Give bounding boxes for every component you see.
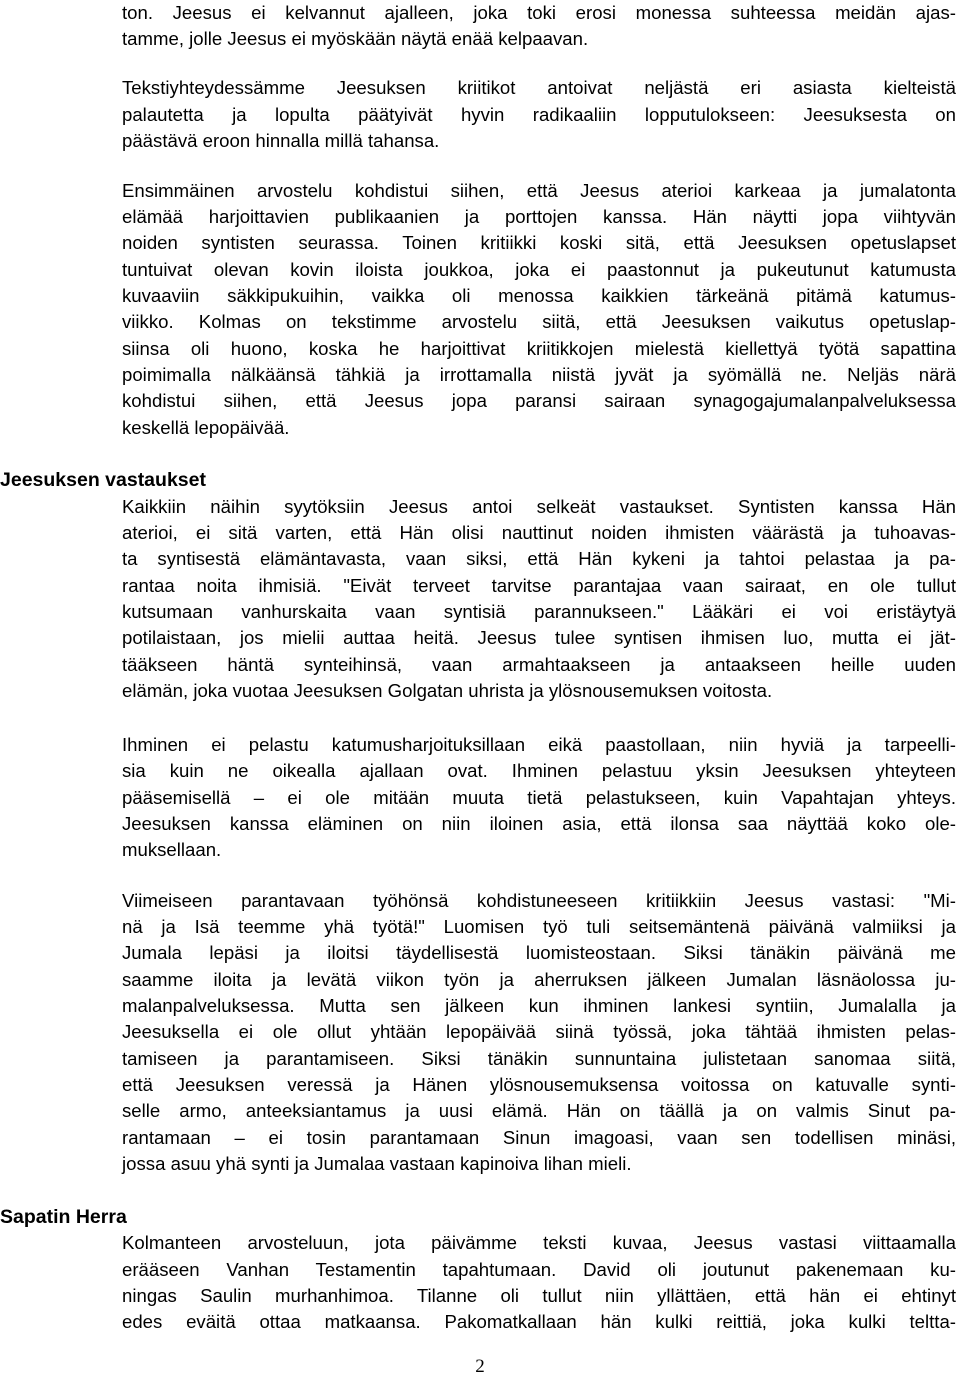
text-line: tamiseen ja parantamiseen. Siksi tänäkin sunnuntaina julistetaan sanomaa siitä, <box>122 1048 956 1069</box>
text-line: elämän, joka vuotaa Jeesuksen Golgatan uhrista ja ylösnousemuksen voitosta. <box>122 680 773 701</box>
text-line: pääsemisellä – ei ole mitään muuta tietä pelastukseen, kuin Vapahtajan yhteys. <box>122 787 956 808</box>
text-line: Ihminen ei pelastu katumusharjoituksillaan eikä paastollaan, niin hyviä ja tarpeelli- <box>122 734 956 755</box>
text-line: rantaa noita ihmisiä. "Eivät terveet tarvitse parantajaa vaan sairaat, en ole tullut <box>122 575 956 596</box>
text-line: Viimeiseen parantavaan työhönsä kohdistuneeseen kritiikkiin Jeesus vastasi: "Mi- <box>122 890 956 911</box>
text-line: ningas Saulin murhanhimoa. Tilanne oli tullut niin yllättäen, että hän ei ehtinyt <box>122 1285 956 1306</box>
text-line: palautetta ja lopulta päätyivät hyvin radikaaliin lopputulokseen: Jeesuksesta on <box>122 104 956 125</box>
text-line: kohdistui siihen, että Jeesus jopa paransi sairaan synagogajumalanpalveluksessa <box>122 390 956 411</box>
page-number: 2 <box>475 1356 485 1377</box>
text-line: siinsa oli huono, koska he harjoittivat kriitikkojen mielestä kiellettyä työtä sapattina <box>122 338 956 359</box>
text-line: kuvaaviin säkkipukuihin, vaikka oli menossa kaikkien tärkeänä pitämä katumus- <box>122 285 956 306</box>
text-line: potilaistaan, jos mielii auttaa heitä. Jeesus tulee syntisen ihmisen luo, mutta ei jät- <box>122 627 956 648</box>
text-line: päästävä eroon hinnalla millä tahansa. <box>122 130 440 151</box>
text-line: viikko. Kolmas on tekstimme arvostelu siitä, että Jeesuksen vaikutus opetuslap- <box>122 311 956 332</box>
text-line: Kolmanteen arvosteluun, jota päivämme teksti kuvaa, Jeesus vastasi viittaamalla <box>122 1232 956 1253</box>
section-heading: Sapatin Herra <box>0 1206 127 1228</box>
text-line: Jeesuksella ei ole ollut yhtään lepopäivää siinä työssä, joka tähtää ihmisten pelas- <box>122 1021 956 1042</box>
section-heading: Jeesuksen vastaukset <box>0 469 206 491</box>
text-line: kutsumaan vanhurskaita vaan syntisiä parannukseen." Lääkäri ei voi eristäytyä <box>122 601 956 622</box>
text-line: tääkseen häntä synteihinsä, vaan armahtaakseen ja antaakseen heille uuden <box>122 654 956 675</box>
text-line: Ensimmäinen arvostelu kohdistui siihen, että Jeesus aterioi karkeaa ja jumalatonta <box>122 180 956 201</box>
text-line: Jumala lepäsi ja iloitsi täydellisestä luomisteostaan. Siksi tänäkin päivänä me <box>122 942 956 963</box>
text-line: Kaikkiin näihin syytöksiin Jeesus antoi selkeät vastaukset. Syntisten kanssa Hän <box>122 496 956 517</box>
text-line: ton. Jeesus ei kelvannut ajalleen, joka toki erosi monessa suhteessa meidän ajas- <box>122 2 956 23</box>
text-line: aterioi, ei sitä varten, että Hän olisi nauttinut noiden ihmisten väärästä ja tuhoavas- <box>122 522 956 543</box>
text-line: tamme, jolle Jeesus ei myöskään näytä enää kelpaavan. <box>122 28 589 49</box>
text-line: ta syntisestä elämäntavasta, vaan siksi, että Hän kykeni ja tahtoi pelastaa ja pa- <box>122 548 956 569</box>
text-line: että Jeesuksen veressä ja Hänen ylösnousemuksensa voitossa on katuvalle synti- <box>122 1074 956 1095</box>
text-line: muksellaan. <box>122 839 222 860</box>
text-line: Jeesuksen kanssa eläminen on niin iloinen asia, että ilonsa saa näyttää koko ole- <box>122 813 956 834</box>
text-line: noiden syntisten seurassa. Toinen kritiikki koski sitä, että Jeesuksen opetuslapset <box>122 232 956 253</box>
text-line: tuntuivat olevan kovin iloista joukkoa, joka ei paastonnut ja pukeutunut katumusta <box>122 259 956 280</box>
text-line: saamme iloita ja levätä viikon työn ja aherruksen jälkeen Jumalan läsnäolossa ju- <box>122 969 956 990</box>
text-line: selle armo, anteeksiantamus ja uusi elämä. Hän on täällä ja on valmis Sinut pa- <box>122 1100 956 1121</box>
text-line: nä ja Isä teemme yhä työtä!" Luomisen työ tuli seitsemäntenä päivänä valmiiksi ja <box>122 916 956 937</box>
text-line: elämää harjoittavien publikaanien ja porttojen kanssa. Hän näytti jopa viihtyvän <box>122 206 956 227</box>
text-line: malanpalveluksessa. Mutta sen jälkeen kun ihminen lankesi syntiin, Jumalalla ja <box>122 995 956 1016</box>
text-line: keskellä lepopäivää. <box>122 417 290 438</box>
text-line: erääseen Vanhan Testamentin tapahtumaan. David oli joutunut pakenemaan ku- <box>122 1259 956 1280</box>
text-line: rantamaan – ei tosin parantamaan Sinun imagoasi, vaan sen todellisen minäsi, <box>122 1127 956 1148</box>
text-line: edes eväitä ottaa matkaansa. Pakomatkallaan hän kulki reittiä, joka kulki teltta- <box>122 1311 956 1332</box>
text-line: jossa asuu yhä synti ja Jumalaa vastaan kapinoiva lihan mieli. <box>122 1153 632 1174</box>
text-line: sia kuin ne oikealla ajallaan ovat. Ihminen pelastuu yksin Jeesuksen yhteyteen <box>122 760 956 781</box>
text-line: Tekstiyhteydessämme Jeesuksen kriitikot antoivat neljästä eri asiasta kielteistä <box>122 77 956 98</box>
text-line: poimimalla nälkäänsä tähkiä ja irrottamalla niistä jyvät ja syömällä ne. Neljäs närä <box>122 364 956 385</box>
